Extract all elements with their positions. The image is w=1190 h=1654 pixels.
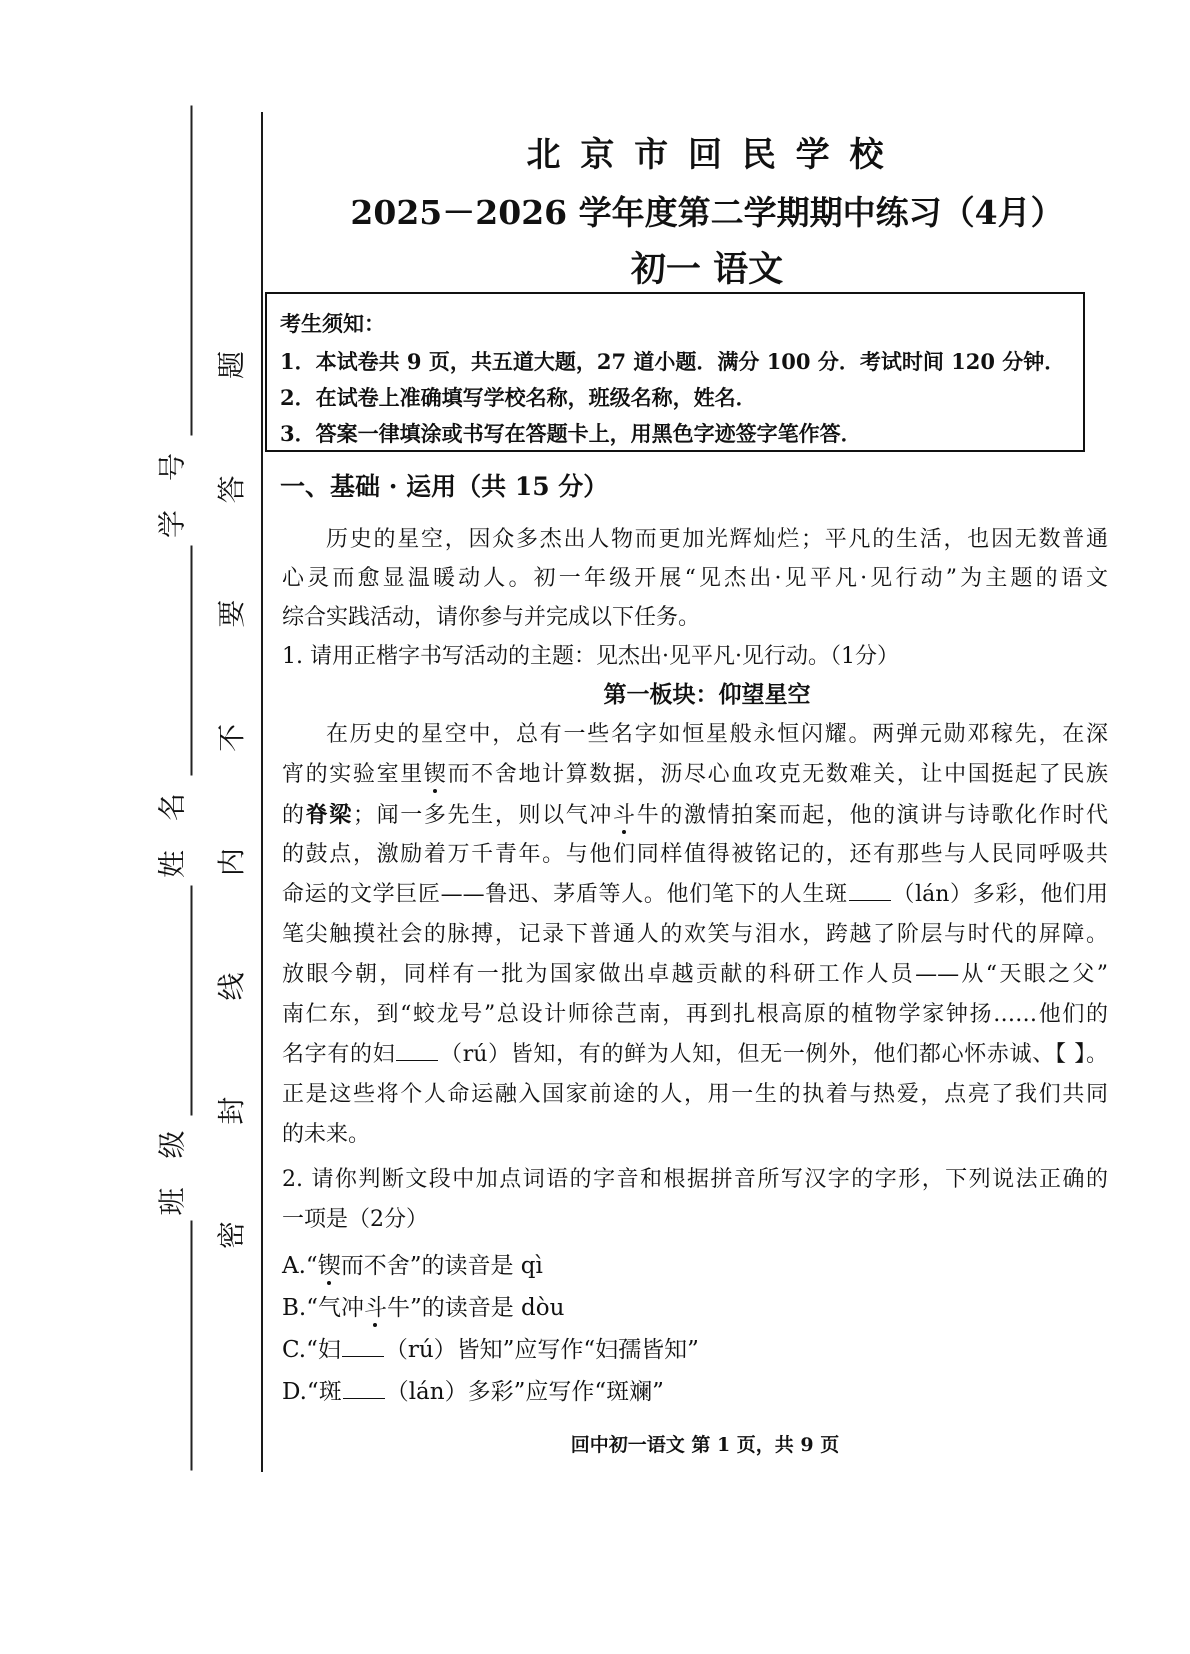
option-text: C.“妇: [282, 1337, 341, 1363]
paragraph-line: 心灵而愈显温暖动人。初一年级开展“见杰出·见平凡·见行动”为主题的语文: [282, 566, 1108, 591]
notice-item: 3．答案一律填涂或书写在答题卡上，用黑色字迹签字笔作答．: [280, 421, 862, 446]
passage-text: ；闻一多先生，则以气冲: [352, 803, 614, 828]
margin-line-bottom: [152, 1220, 192, 1470]
passage-text: 名字有的妇: [282, 1042, 396, 1067]
seal-char: 内: [215, 848, 248, 877]
passage-text: 笔尖触摸社会的脉搏，记录下普通人的欢笑与泪水，跨越了阶层与时代的屏障。: [282, 922, 1108, 947]
block-title: 第一板块：仰望星空: [603, 681, 811, 708]
passage-text: （lán）多彩，他们用: [891, 882, 1108, 907]
question-2-options: [282, 1245, 1108, 1413]
notice-box: [265, 292, 1085, 452]
passage-line: [282, 915, 1108, 955]
name-blank: [152, 545, 192, 775]
passage-text: 而不舍地计算数据，沥尽心血攻克无数难关，让中国挺起了民族: [445, 762, 1108, 787]
option-text: B.“气冲: [282, 1295, 364, 1321]
question-2: [282, 1160, 1108, 1240]
passage-text: 南仁东，到“蛟龙号”总设计师徐芑南，再到扎根高原的植物学家钟扬……他们的: [282, 1002, 1108, 1027]
question-1: [282, 637, 1108, 677]
passage-line: [282, 1075, 1108, 1115]
page-footer: 回中初一语文 第 1 页，共 9 页: [570, 1434, 840, 1456]
paragraph-line: 历史的星空，因众多杰出人物而更加光辉灿烂；平凡的生活，也因无数普通: [326, 527, 1108, 552]
seal-char: 不: [215, 723, 248, 752]
seal-char: 线: [215, 972, 248, 1001]
fill-blank: [396, 1038, 438, 1061]
student-info-column: [152, 105, 192, 1470]
subject-title: 初一 语文: [630, 249, 784, 290]
passage-text: （rú）皆知，有的鲜为人知，但无一例外，他们都心怀赤诚、【 】。: [439, 1042, 1108, 1067]
passage-text: 在历史的星空中，总有一些名字如恒星般永恒闪耀。两弹元勋邓稼先，在深: [326, 722, 1108, 747]
passage-line: [282, 715, 1108, 755]
question-text: 1. 请用正楷字书写活动的主题：见杰出·见平凡·见行动。（1分）: [282, 644, 899, 669]
fill-blank: [849, 878, 891, 901]
passage-text: 牛的激情拍案而起，他的演讲与诗歌化作时代: [635, 803, 1108, 828]
class-blank: [152, 885, 192, 1115]
class-label: 班 级: [155, 1120, 188, 1215]
seal-char: 密: [215, 1221, 248, 1250]
seal-char: 要: [215, 599, 248, 628]
option-text: 牛”的读音是 dòu: [386, 1295, 565, 1321]
passage-text: 命运的文学巨匠——鲁迅、茅盾等人。他们笔下的人生斑: [282, 882, 848, 907]
seal-line-text: [212, 350, 252, 1250]
seal-char: 答: [215, 475, 248, 504]
option-a: [282, 1245, 1108, 1287]
passage-line: [282, 955, 1108, 995]
fill-blank: [343, 1375, 385, 1399]
option-text: D.“斑: [282, 1379, 342, 1405]
passage-text: 的未来。: [282, 1122, 371, 1147]
notice-item: 2．在试卷上准确填写学校名称，班级名称，姓名．: [280, 385, 757, 410]
passage-text: 宵的实验室里: [282, 762, 424, 787]
seal-char: 题: [215, 351, 248, 380]
emphasis-dot-char: 锲: [424, 755, 446, 795]
intro-paragraph: [282, 520, 1108, 637]
option-text: （lán）多彩”应写作“斑斓”: [385, 1379, 664, 1405]
option-b: [282, 1287, 1108, 1329]
school-name: 北 京 市 回 民 学 校: [526, 135, 888, 175]
passage-text: 的鼓点，激励着万千青年。与他们同样值得被铭记的，还有那些与人民同呼吸共: [282, 842, 1108, 867]
paragraph-line: 综合实践活动，请你参与并完成以下任务。: [282, 605, 701, 630]
notice-title: 考生须知：: [280, 311, 385, 336]
passage-line: [282, 1035, 1108, 1075]
emphasis-dot-char: 锲: [318, 1245, 341, 1287]
fill-blank: [342, 1333, 384, 1357]
question-stem-line: 一项是（2分）: [282, 1207, 428, 1232]
passage-text: 正是这些将个人命运融入国家前途的人，用一生的执着与热爱，点亮了我们共同: [282, 1082, 1108, 1107]
passage-text: 的: [282, 803, 306, 828]
option-text: A.“: [282, 1253, 318, 1279]
section-heading: 一、基础 · 运用（共 15 分）: [280, 472, 609, 501]
passage-line: [282, 995, 1108, 1035]
option-text: 而不舍”的读音是 qì: [340, 1253, 543, 1279]
binding-margin-line: [261, 112, 263, 1472]
option-d: [282, 1371, 1108, 1413]
notice-item: 1．本试卷共 9 页，共五道大题，27 道小题．满分 100 分．考试时间 120 分钟．: [280, 349, 1066, 374]
emphasis-dot-char: 斗: [364, 1287, 387, 1329]
passage-line: [282, 795, 1108, 835]
student-id-blank: [152, 105, 192, 435]
passage-line: [282, 755, 1108, 795]
passage-line: [282, 1115, 1108, 1155]
passage-line: [282, 875, 1108, 915]
exam-title: 2025－2026 学年度第二学期期中练习（4月）: [350, 193, 1064, 232]
name-label: 姓 名: [155, 782, 188, 878]
passage-line: [282, 835, 1108, 875]
student-id-label: 学 号: [155, 442, 188, 538]
question-stem-line: 2. 请你判断文段中加点词语的字音和根据拼音所写汉字的字形，下列说法正确的: [282, 1167, 1108, 1192]
reading-passage: [282, 715, 1108, 1155]
option-c: [282, 1329, 1108, 1371]
seal-char: 封: [215, 1096, 248, 1125]
option-text: （rú）皆知”应写作“妇孺皆知”: [384, 1337, 699, 1363]
emphasis-dot-char: 斗: [613, 796, 635, 836]
passage-text: 放眼今朝，同样有一批为国家做出卓越贡献的科研工作人员——从“天眼之父”: [282, 962, 1108, 987]
bold-word: 脊梁: [305, 802, 353, 828]
